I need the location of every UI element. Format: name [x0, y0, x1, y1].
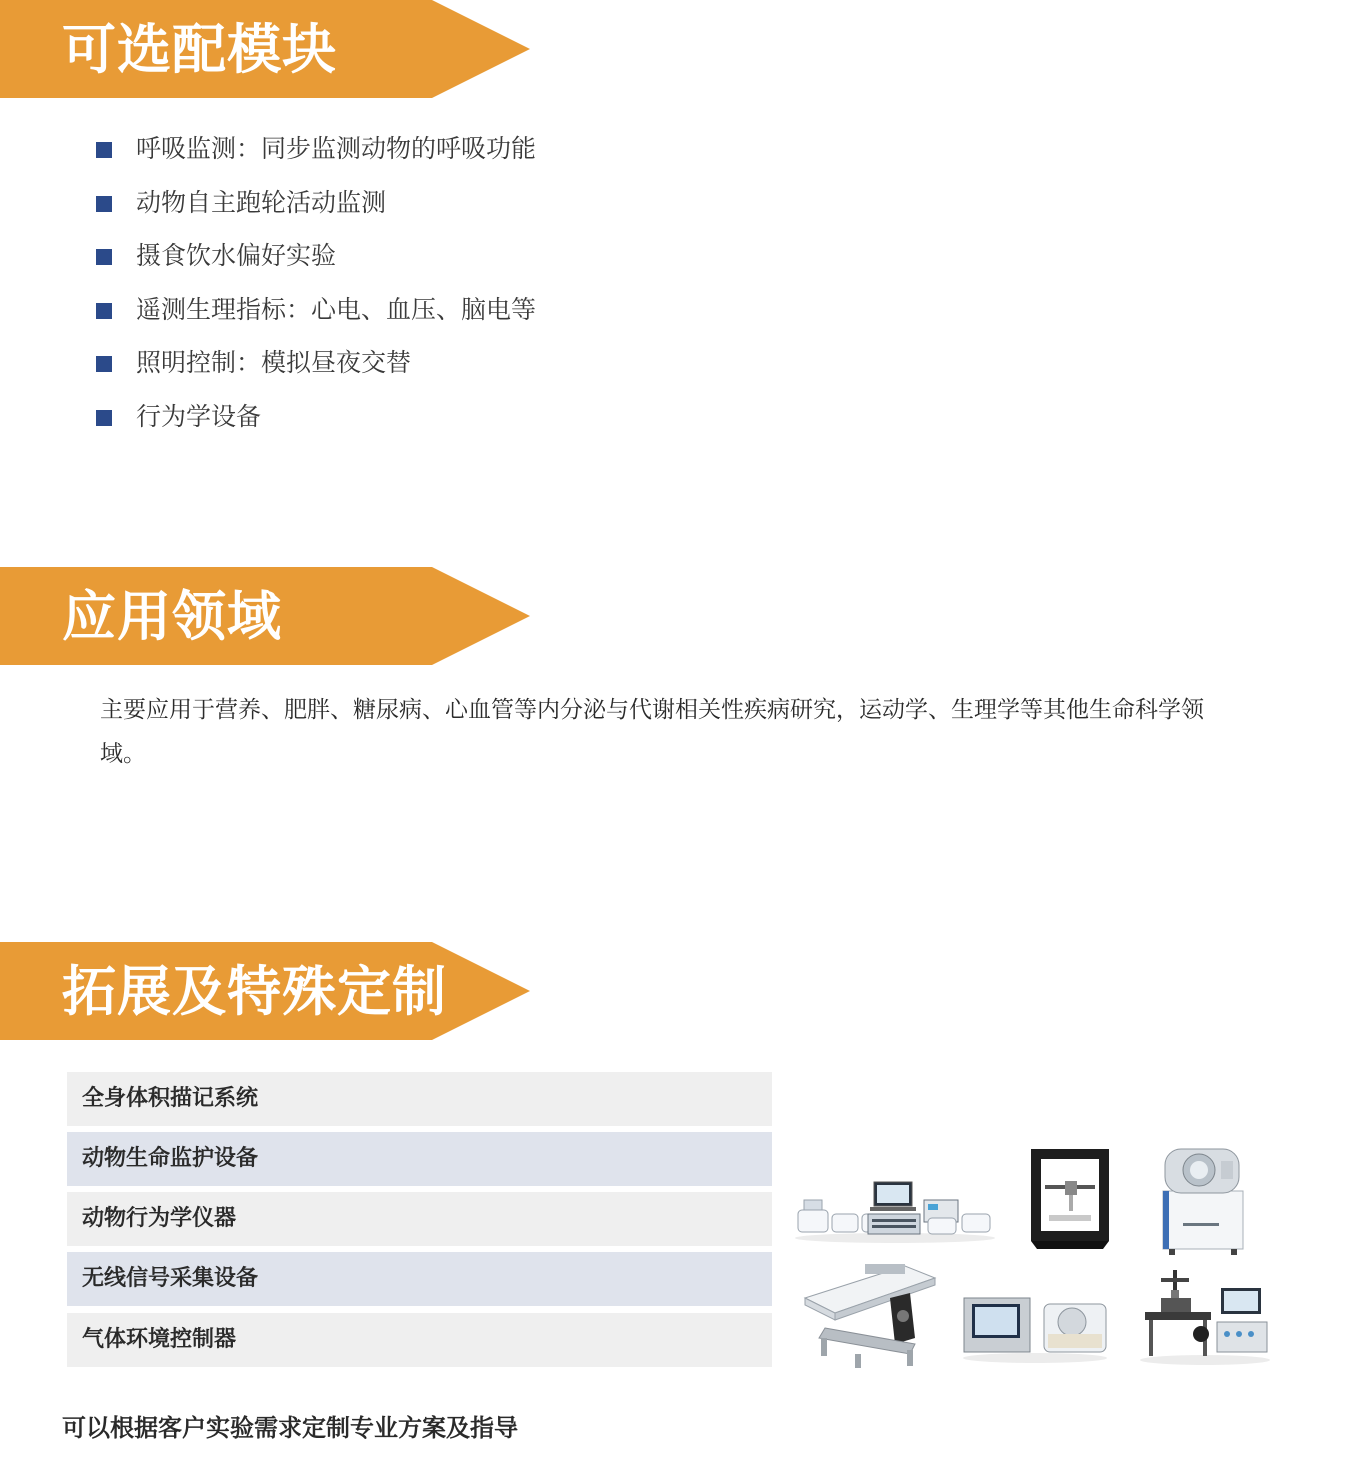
square-bullet-icon: [96, 410, 112, 426]
square-bullet-icon: [96, 249, 112, 265]
module-item-text: 行为学设备: [136, 401, 262, 431]
customization-note: 可以根据客户实验需求定制专业方案及指导: [62, 1414, 518, 1442]
custom-item-label: 动物行为学仪器: [82, 1206, 237, 1231]
section-title-modules: 可选配模块: [62, 17, 337, 81]
section-banner-applications: [0, 567, 530, 665]
custom-item-label: 无线信号采集设备: [82, 1266, 259, 1291]
square-bullet-icon: [96, 303, 112, 319]
section-banner-custom: [0, 942, 530, 1040]
custom-item-label: 气体环境控制器: [82, 1327, 237, 1352]
module-item-text: 照明控制：模拟昼夜交替: [136, 348, 412, 377]
stereotaxic-rig-image: [1135, 1268, 1275, 1368]
table-row: [67, 1072, 772, 1126]
custom-item-label: 动物生命监护设备: [82, 1146, 259, 1171]
square-bullet-icon: [96, 356, 112, 372]
custom-item-label: 全身体积描记系统: [82, 1086, 259, 1111]
product-gallery: [790, 1140, 1290, 1370]
module-item-text: 摄食饮水偏好实验: [136, 241, 337, 270]
square-bullet-icon: [96, 196, 112, 212]
table-row: [67, 1132, 772, 1186]
treadmill-device-image: [795, 1258, 945, 1370]
table-row: [67, 1313, 772, 1367]
section-title-applications: 应用领域: [62, 584, 282, 648]
applications-description: 主要应用于营养、肥胖、糖尿病、心血管等内分泌与代谢相关性疾病研究，运动学、生理学等其他生命科学领域。: [100, 697, 1204, 767]
module-item-text: 遥测生理指标：心电、血压、脑电等: [136, 294, 537, 324]
section-title-custom: 拓展及特殊定制: [62, 959, 447, 1023]
section-banner-modules: [0, 0, 530, 98]
3d-frame-device-image: [1025, 1145, 1115, 1250]
square-bullet-icon: [96, 142, 112, 158]
cabinet-device-image: [1155, 1143, 1250, 1258]
monitor-chamber-image: [960, 1290, 1110, 1365]
module-item-text: 动物自主跑轮活动监测: [136, 187, 387, 217]
table-row: [67, 1192, 772, 1246]
plethysmography-system-image: [790, 1170, 1000, 1245]
module-item-text: 呼吸监测：同步监测动物的呼吸功能: [136, 134, 537, 163]
table-row: [67, 1252, 772, 1306]
